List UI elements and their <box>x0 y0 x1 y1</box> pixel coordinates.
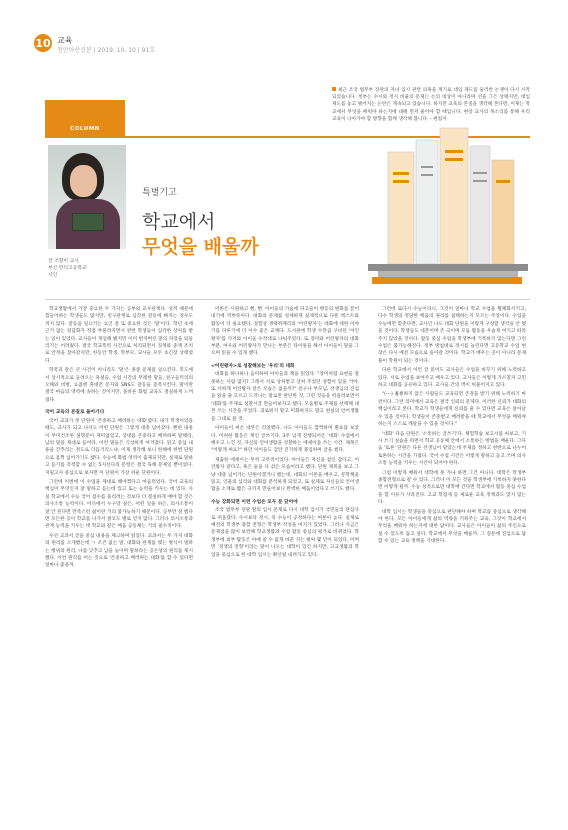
book-icon <box>72 213 104 231</box>
subheading: <어린왕자>로 성찰해보는 '우리'의 대화 <box>211 363 295 369</box>
paragraph: 그런데 또다시 수능이라니, 그것이 얼마나 학교 수업을 황폐화시키고, 다수 학생의 정당한 배움의 권리를 침해하는지 모르는 주장이다. 수업을 수능에만 맞춘다면, 교사인 나도 대화 단원을 이렇게 구상할 생각을 안 했을 것이다. 학생들도 대본이며 존 극이며 모둠 활동을 우습게 여기고 따라주지 않았을 것이다. 활동 중심 수업을 학생부에 기록하지 않는다면 그런 수업은 불가능해진다. 정부 방침대로 정시를 늘린다면 고등학교 수업 현장은 다시 예전 모습으로 돌아갈 것이다. 학교가 배우는 곳이 아니라 문제 풀이 학원이 되는 것이다. <box>378 307 526 364</box>
author-photo <box>48 145 126 249</box>
column-tab-label: COLUMN <box>70 126 100 132</box>
quote-paragraph: "(---) 훌륭하지 않은 사람들도 교육되면 존경을 받기 위해 노력하기 마련이다. 그런 의미에서 교육은 결국 신뢰의 문제다. 이러한 신뢰가 대화의 핵심이라고 본다. 학교가 학생들에게 신뢰를 줄 수 있다면 교육은 살아날 수 있을 것이다. 학생들이 존중받고 배려받을 때 학교에서 무엇을 배워야 하는지 스스로 깨달을 수 있을 것이다." <box>378 392 526 428</box>
page-number-badge: 10 <box>34 34 52 52</box>
section-title: 교육 <box>57 36 73 45</box>
article-column-1 <box>45 306 193 572</box>
book-stack-illustration <box>360 100 530 300</box>
article-column-2 <box>211 306 359 561</box>
paragraph: 제출한 에세이는 무척 고무적이었다. 아이들은 자신을 참인 갑다고, 어린왕자 같다고, 혹은 둘을 다 섞은 모습이라고 했다. 단원 제목을 보고 그냥 대충 넘어가는 단원이겠거니 했는데, 대화의 이론을 배우고, 문학책을 읽고, 인물의 심리와 대화를 분석하게 되었고, 또 실제로 자신들의 언어생활을 소재로 짧은 극까지 만들어보니 완벽한 배움이었다고 쓰기도 했다. <box>211 457 359 493</box>
square-bullet-icon <box>332 87 336 91</box>
paragraph: 그럼 이렇게 배워서 대학에 못 가냐 하면 그건 아니다. 대학은 학생부 종합전형으로 갈 수 있다. 그러나 이 모든 것을 학생부에 기록하지 못한다면 어떻게 될까. 수능 성적으로만 대학에 간다면 학교에서 활동 중심 수업을 할 이유가 사라진다. 고교 학점제 등 새로운 교육 정책과도 맞지 않는다. <box>378 470 526 506</box>
paragraph: 학폭과 같은 큰 사건이 아니라도 '말'은 종종 문제를 일으킨다. 복도에서 상시적으로 들려오는 욕설들, 수업 시간의 무례한 말들, 친구들끼리의 오해와 비방, 요즘엔 휴대폰 문자와 SNS도 갈등을 증폭시킨다. 말이란 결국 마음의 영역에 속하는 것이지만, 올바른 화법 교육도 절실하게 느껴졌다. <box>45 368 193 403</box>
column-tab <box>45 100 125 136</box>
author-caption <box>48 258 128 279</box>
intro-text: 최근 조국 법무부 장관의 자녀 입시 관련 의혹을 계기로 대입 제도를 둘러싼 논쟁이 다시 시작되었습니다. 정부는 수시와 정시 비율의 문제는 논의 대상이 아니라며 선을 그은 상태지만, 대입 제도를 놓고 벌어지는 논란은 계속되고 있습니다. 하지만 교육의 본질을 생각해 본다면, 이제는 학교에서 무엇을 배워야 하는지에 대해 먼저 물어야 할 때입니다. 현장 교사의 목소리를 통해 우리 교육이 나아가야 할 방향을 함께 생각해 봅니다. - 편집자 <box>332 88 530 122</box>
paragraph: 우선 교과서 글을 중심 내용을 체크하며 읽었다. 교과서는 두 가지 대화의 원리를 소개했는데 ㄱ 조건 없는 말, 대화와 관계를 맺는 방식이 말하는 행위의 원리, 나를 낮추고 남을 높이며 말하라는 공손성의 원리를 제시했다. 이런 원리를 어는 것으로 '존중하고 배려하는 대화'를 할 수 있다면 얼마나 좋을까. <box>45 533 193 569</box>
paragraph: 이론은 시원하고 뻔, 뻔. 아이들의 가슴에 파고들어 행동의 변화를 끌어내기에 역부족이다. 대화의 문제를 성세하게 실제적으로 다룬 텍스트와 활동이 더 필요했다. 경험상 생택쥐페리의 '어린왕자'는 대화에 대한 이야기를 다루기에 더 이수 좋은 교재다. 도서관에 학생 수만큼 구비된 '어린왕자'를 가져와 아이들 수작대로 나눠주었다. 또 장미와 어린왕자의 대화 부분, 여우와 어린왕자가 만나는 부분은 타이핑을 해서 아이들이 말을 그으며 읽을 수 있게 했다. <box>211 307 359 357</box>
subheading: 국어 교육의 본질로 돌아가다 <box>45 410 105 416</box>
subheading: 수능 강화되면 이런 수업은 모두 문 닫아야 <box>211 499 298 505</box>
author-name: 글 조향미 교사 <box>48 259 79 264</box>
headline-line-1: 학교에서 <box>142 211 216 233</box>
author-affiliation: 부산 만덕고등학교 <box>48 266 87 271</box>
paragraph: 국어 교과가 첫 단원이 '존중하고 배려하는 대화'였다. 내가 학생이었을 때도, 교사가 되고 나서도 어떤 단원은 그렇게 대충 넘어갔다. 뻔한 내용이 무미건조한 설명문이 재미없었고, 상대를 존중하고 배려하며 말해라, 남의 말을 제대로 들어라, 이런 말들은 식상하게 여겨졌다. 읽고 중심 내용을 간추리는 정도로 더듬거리느냐, 이제 생각해 보니 한해에 한번 단원으로 흘쩍 넘어가기도 했다. 수능에 화법 영역이 출제되지만, 실제로 말하고 듣기를 측정할 수 없는 5지선다의 문항은 결국 독해 문제일 뿐이었다. 지필고사 중심으로 보자면 이 단원이 가장 쉬운 단원이다. <box>45 418 193 476</box>
section-divider <box>45 299 530 300</box>
paragraph: 대학 입시는 학생들을 중심으로 판단해야 하며 학교를 중심으로 생각해야 한다. 모든 아이들에게 삶의 역량을 키워주는 교육, 그것이 학교에서 무엇을 배워야 하는지에 대한 답이다. 교사들은 아이들이 삶의 주인으로 설 수 있도록 돕고 싶다. 학교에서 무엇을 배울까. 그 질문에 진심으로 답할 수 있는 교육 정책을 기대한다. <box>378 509 526 545</box>
author-role: 시인 <box>48 273 58 278</box>
publication-info: 천안아산신문 | 2019. 10. 10 | 91호 <box>57 47 156 54</box>
paragraph: 아이들이 써온 대본은 리얼했다. 나도 아이들도 깜짝하며 발표를 보았다. 미처한 활동은 계인 글쓰기다. 3주 넘게 진행되어온 '대화' 수업에서 배우고 느낀 것, 자신의 언어생활을 성찰하는 에세이를 쓰는 시간. 제목은 "어떻게 써요?" 하던 아이들도 감탄 진지하게 몰입하며 글을 썼다. <box>211 426 359 454</box>
paragraph: 그런데 이번에 이 수업을 제대로 해야겠다고 마음먹었다. 국어 교육의 핵심이 무엇인지 잘 말하고 듣는데 있고 또는 능력을 키우는 데 있다. 사실 학교에서 수능 국어 점수를 올리려는 것보다 더 절실하게 얘야 할 것은 의사소통 능력이다. 어디에서 누구랑 살든, 어떤 일을 하든, 의사소통이 잘 안 된다면 만족스런 삶이란 거의 불가능하기 때문이다. 공부만 잘 했다면 모든한 공이 학교를 나가서 결코도 별로 얻지 않다. 그러나 의사소통과 관계 능력을 키우는 데 학교와 같은 배움 공동체는 거의 필수적이다. <box>45 479 193 530</box>
article-kicker: 특별기고 <box>142 188 177 198</box>
paragraph: '대화' 다음 단원은 '소통하는 글쓰기'다. 체험학습 보고서를 써보고, 기사 쓰기 실습을 하면서 학교 공동체 안에서 소통하는 방법을 배운다. 그다음 '토론' 단원은 다른 선생님이 맡았는데 주제를 정하고 찬반으로 나누어 토론하는 시간을 가졌다. 국어 수업 시간은 이렇게 말하고 듣고 쓰며 의사소통 능력을 키우는 시간이 되어야 한다. <box>378 431 526 467</box>
headline-line-2: 무엇을 배울까 <box>142 236 259 258</box>
paragraph: 대화를 하나하나 음미하며 아이들과 책을 읽었다. "장미처럼 표현을 잘 못하는 사람 많지? 그래서 서로 상처받고 상처 주었던 경험이 있을 거야. 또 너희게 어린왕자 같은 모습은 없을까?" 친구나 부모님, 선생님의 진심을 읽을 줄 모르고 드러나는 말로만 판단한 것, 그런 것들을 떠올려보면서 '대화'를 주제로 성찰시글 만들어보자고 했다. 모둠별로 주제를 선택해 대본 쓰는 시간을 주었다. 괴로워지 말고 미화하지도 말고 현실의 언어생활을 그대로 쓸 것. <box>211 372 359 422</box>
paragraph: 학교생활에서 가장 중요한 두 가지는 공부와 교우관계다. 성적 때문에 힘들어하는 학생들도 많지만, 친구관계로 심각한 갈등에 빠지는 경우도 적지 않다. 갈등을 일으키는 요인 중 또 중요한 것은 '말'이다. 학년 초에 근거 없는 뒷담화가 정점 부풀려지면서 관련 학생들이 심각한 상처를 받는 일이 있었다. 교사들이 개입해 봤지만 이미 번져버린 말의 파장을 되돌리기는 어려웠다. 결국 학교폭력 사건으로 처리되면서 징계와 중재 조치로 안정을 찾아갔지만, 한동안 학생, 학부모, 교사들 모두 초긴장 상태였다. <box>45 307 193 364</box>
paragraph: 조국 법무부 장관 딸의 입시 문제로 다시 대학 입시가 국민들의 관심사로 떠올랐다. 수시보다 정시, 즉 수능이 공정하다는 여론이 높다. 실제로 예전의 학생부 종합 전형은 학생부 작성을 여지가 있었다. 그러나 지금은 문제점을 많이 보완해 학교생활과 수업 활동 중심의 평가로 바뀌었다. 학생부에 외부 활동은 아예 쓸 수 없게 바꾼 지는 벌써 몇 년이 되었다. 어쩌면 '경쟁의 전형'이라는 말이 나오는 대학이 있긴 하지만, 고교생활과 학업을 중심으로 한 대학 입시는 확산될 내려가고 있다. <box>211 508 359 558</box>
paragraph: 다른 학교에서 이런 글 읽어도 교사들은 수업을 바꾸기 위해 노력하고 있다. 서로 수업을 보여주고 배우고 있다. 교사들은 어떻게 가르칠지 고민하고 대화를 공유하고 있다. 교사들 간의 벽이 허물어지고 있다. <box>378 368 526 389</box>
article-column-3 <box>378 306 526 548</box>
